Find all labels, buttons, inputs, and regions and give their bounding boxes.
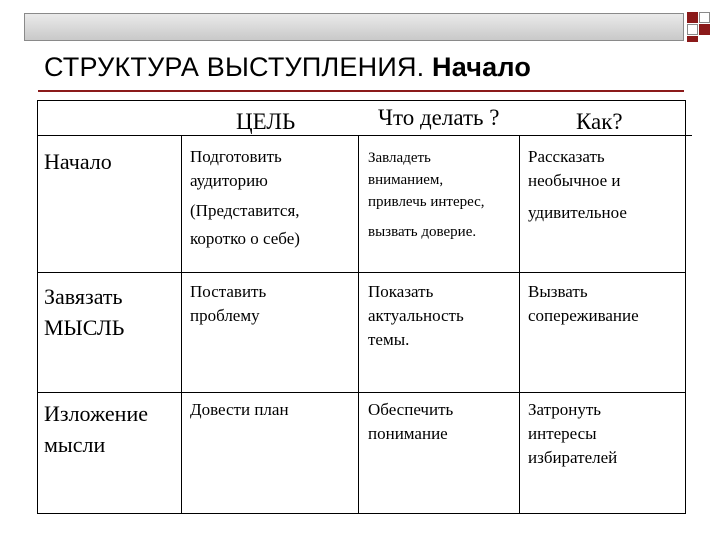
slide-title-plain: СТРУКТУРА ВЫСТУПЛЕНИЯ. [44,52,425,82]
cell-what: Обеспечить понимание [368,400,454,443]
table-col-divider [181,136,182,514]
slide-title-bold: Начало [432,52,532,82]
cell-how: Вызвать сопереживание [528,282,639,325]
header-how: Как? [576,109,623,134]
table-row-divider [37,272,686,273]
decor-square-outline-icon [687,24,698,35]
header-what-to-do: Что делать ? [378,105,500,130]
cell-how: Рассказать необычное и удивительное [528,147,627,222]
decor-square-filled-icon [699,24,710,35]
row-label: Начало [44,149,112,174]
decor-square-outline-icon [699,12,710,23]
table-row-divider [37,392,686,393]
cell-goal: Довести план [190,400,289,419]
slide-title [44,52,531,83]
row-label: Изложение мысли [44,401,148,457]
cell-goal: Поставить проблему [190,282,267,325]
table-col-divider [358,136,359,514]
decorative-top-bar [24,13,684,41]
table-header-divider [37,135,692,136]
table-col-divider [519,136,520,514]
cell-what: Завладеть вниманием, привлечь интерес, вызвать доверие. [368,150,485,240]
decor-square-filled-icon [687,36,698,42]
header-goal: ЦЕЛЬ [236,109,296,134]
decor-square-filled-icon [687,12,698,23]
cell-goal: Подготовить аудиторию (Представится, коротко о себе) [190,147,300,248]
cell-how: Затронуть интересы избирателей [528,400,618,467]
row-label: Завязать МЫСЛЬ [44,284,125,340]
title-underline [38,90,684,92]
cell-what: Показать актуальность темы. [368,282,464,349]
